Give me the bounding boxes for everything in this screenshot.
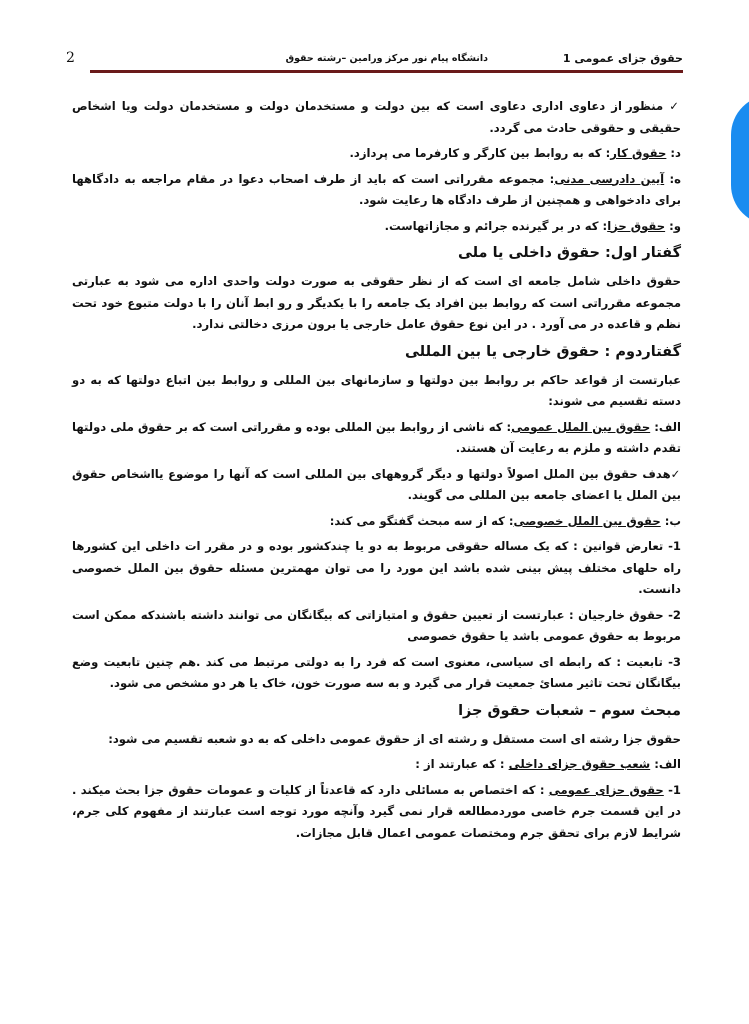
- paragraph-text: منظور از دعاوی اداری دعاوی است که بین دولت و مستخدمان دولت و مستخدمان دولت ویا اشخاص حقیقی و حقوقی حادث می گردد.: [72, 99, 681, 135]
- term-general-criminal-law: حقوق جزای عمومی: [548, 782, 664, 797]
- paragraph-civil-procedure: [72, 169, 681, 212]
- paragraph-text: : مجموعه مقرراتی است که باید از طرف اصحاب دعوا در مقام مراجعه به دادگاهها برای دادخواهی و همچنین از طرف دادگاه ها رعایت شود.: [72, 171, 681, 207]
- term-criminal-law: حقوق جزا: [607, 218, 666, 233]
- item-prefix: الف:: [650, 419, 681, 434]
- item-prefix: ب:: [660, 513, 681, 528]
- paragraph-administrative-claims: [72, 96, 681, 139]
- section-heading-international-law: گفتاردوم : حقوق خارجی یا بین المللی: [405, 343, 681, 360]
- paragraph-text: : که اختصاص به مسائلی دارد که قاعدتاً از کلیات و عمومات حقوق جزا بحث میکند . در این قسمت جرم خاصی موردمطالعه قرار نمی گیرد وآنچه مورد توجه است عبارتند از مفهوم کلی جرم، شرایط لازم برای تحقق جرم ومختصات عمومی اعمال قابل مجازات.: [72, 782, 681, 840]
- checkmark-icon: ✓: [669, 99, 682, 113]
- checkmark-icon: ✓: [670, 466, 681, 481]
- paragraph-criminal-law: [72, 216, 681, 238]
- item-prefix: و:: [665, 218, 681, 233]
- paragraph-international-law: عبارتست از قواعد حاکم بر روابط بین دولتها و سازمانهای بین المللی و روابط بین اتباع دولتها که به دو دسته تقسیم می شوند:: [72, 372, 681, 408]
- section-heading-criminal-law-branches: مبحث سوم – شعبات حقوق جزا: [458, 702, 681, 719]
- paragraph-text: : که به روابط بین کارگر و کارفرما می پردازد.: [349, 146, 611, 160]
- paragraph-labor-law: [72, 143, 681, 165]
- scroll-indicator[interactable]: [731, 95, 749, 225]
- paragraph-text: : که ناشی از روابط بین المللی بوده و مقرراتی است که بر حقوق ملی دولتها تقدم داشته و ملزم به رعایت آن هستند.: [71, 419, 681, 455]
- item-prefix: د:: [666, 146, 681, 160]
- paragraph-domestic-law: حقوق داخلی شامل جامعه ای است که از نظر حقوقی به صورت دولت واحدی اداره می شود به عبارتی مجموعه مقرراتی است که روابط بین افراد یک جامعه را با یکدیگر و رو ابط آنان را با دولت متبوع خود تحت نظم و قاعده در می آورد . در این نوع حقوق عامل خارجی یا برون مرزی دخالتی ندارد.: [72, 274, 681, 331]
- header-course-title: حقوق جزای عمومی 1: [562, 52, 683, 65]
- term-labor-law: حقوق کار: [610, 146, 667, 160]
- paragraph-criminal-law-definition: حقوق جزا رشته ای است مستقل و رشته ای از حقوق عمومی داخلی که به دو شعبه تقسیم می شود:: [108, 731, 681, 746]
- paragraph-private-international-law: [72, 511, 681, 533]
- page-number: 2: [66, 50, 75, 66]
- paragraph-text: : که از سه مبحث گفتگو می کند:: [329, 513, 514, 528]
- term-public-international-law: حقوق بین الملل عمومی: [511, 419, 651, 434]
- list-item-general-criminal-law: [72, 780, 681, 845]
- paragraph-domestic-criminal-branches: [72, 754, 681, 776]
- list-item-nationality: 3- تابعیت : که رابطه ای سیاسی، معنوی است که فرد را به دولتی مرتبط می کند .هم چنین تابعیت وضع بیگانگان تحت تاثیر مسائ جمعیت قرار می گیرد و به سه صورت خون، خاک یا هر دو مشخص می شود.: [72, 654, 681, 690]
- paragraph-text: : که در بر گیرنده جرائم و مجازاتهاست.: [384, 218, 608, 233]
- item-prefix: 1-: [663, 782, 681, 797]
- list-item-foreigners-rights: 2- حقوق خارجیان : عبارتست از تعیین حقوق و امتیازاتی که بیگانگان می توانند داشته باشندکه ممکن است مربوط به حقوق عمومی باشد یا حقوق خصوصی: [72, 607, 681, 643]
- list-item-conflict-of-laws: 1- تعارض قوانین : که یک مساله حقوقی مربوط به دو یا چندکشور بوده و در مقرر ات داخلی این کشورها راه حلهای مختلف پیش بینی شده باشد این مورد را می توان مهمترین مسئله حقوق بین الملل خصوصی دانست.: [72, 539, 681, 596]
- header-divider: [90, 70, 683, 73]
- term-private-international-law: حقوق بین الملل خصوصی: [513, 513, 661, 528]
- item-prefix: الف:: [650, 757, 681, 771]
- document-body: [72, 96, 681, 848]
- paragraph-international-law-goal: [72, 464, 681, 507]
- header-university: دانشگاه پیام نور مرکز ورامین –رشته حقوق: [285, 53, 488, 64]
- term-domestic-criminal-branches: شعب حقوق جزای داخلی: [508, 757, 651, 771]
- page-header: [66, 50, 683, 72]
- section-heading-domestic-law: گفتار اول: حقوق داخلی یا ملی: [457, 245, 681, 261]
- item-prefix: ه:: [664, 171, 682, 186]
- paragraph-text: هدف حقوق بین الملل اصولاً دولتها و دیگر گروههای بین المللی است که آنها را موضوع یااشخاص حقوق بین الملل یا اعضای جامعه بین المللی می گویند.: [72, 466, 681, 502]
- paragraph-public-international-law: [72, 417, 681, 460]
- paragraph-text: : که عبارتند از :: [415, 757, 509, 771]
- term-civil-procedure: آیین دادرسی مدنی: [554, 171, 665, 186]
